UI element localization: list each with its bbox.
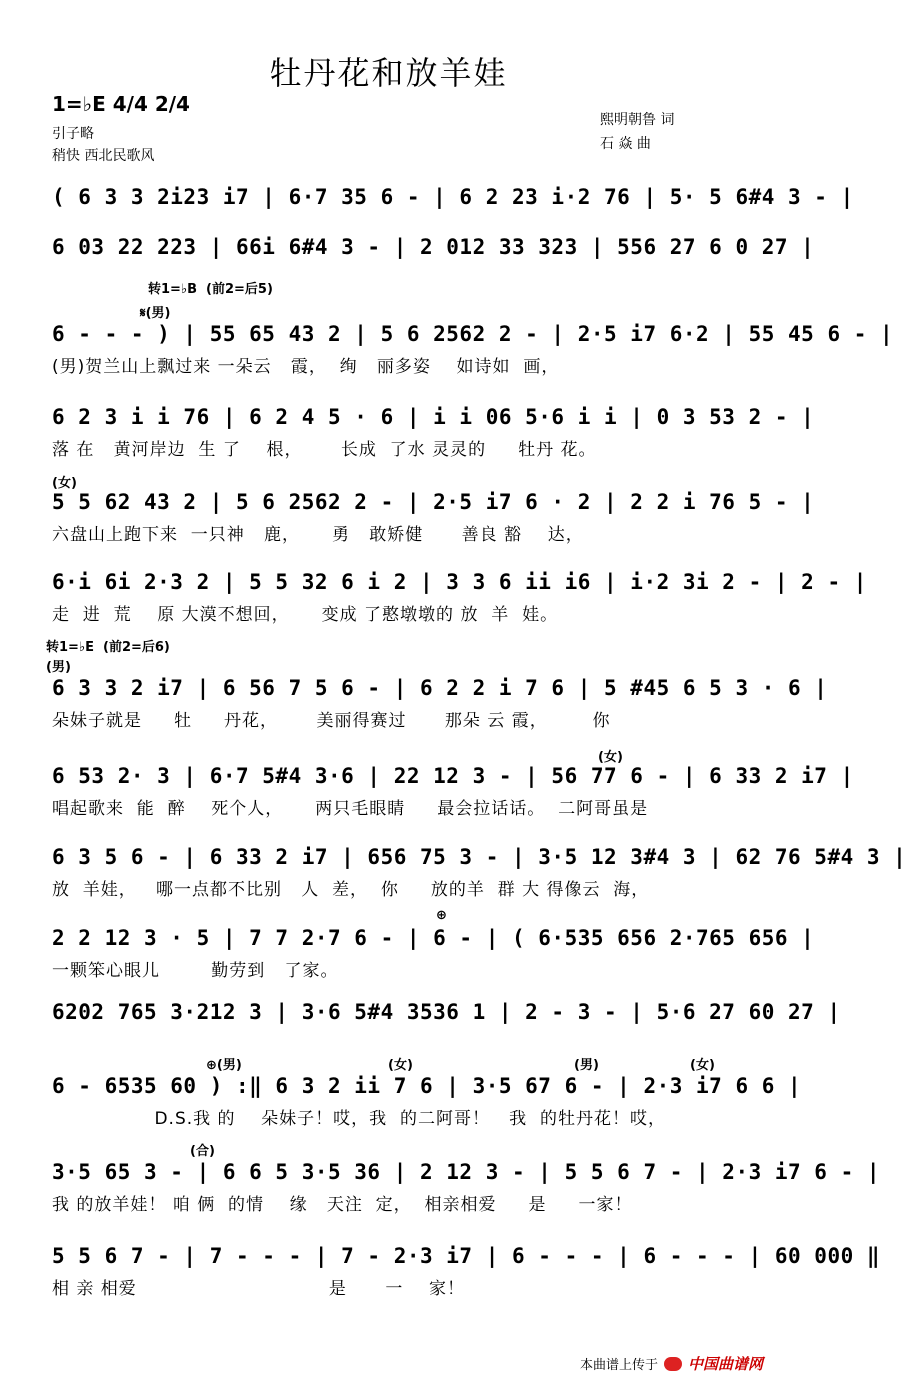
score-line-5 (52, 490, 815, 545)
score-line-2 (52, 235, 815, 265)
score-line-6 (52, 570, 867, 625)
female-part-mark-2: (女) (598, 750, 623, 765)
notation: 6 3 5 6 - | 6 33 2 i7 | 656 75 3 - | 3·5 12 3#4 3 | 62 76 5#4 3 | (52, 845, 906, 869)
notation: 6 - 6535 60 ) :‖ 6 3 2 ii 7 6 | 3·5 67 6 - | 2·3 i7 6 6 | (52, 1074, 802, 1098)
score-line-8 (52, 764, 854, 819)
lyrics: 唱起歌来 能 醉 死个人， 两只毛眼睛 最会拉话话。 二阿哥虽是 (52, 799, 649, 819)
page-title: 牡丹花和放羊娃 (269, 54, 508, 92)
score-line-13 (52, 1160, 881, 1215)
notation: 6 53 2· 3 | 6·7 5#4 3·6 | 22 12 3 - | 56 77 6 - | 6 33 2 i7 | (52, 764, 854, 788)
coda-sign: ⊕ (436, 908, 447, 923)
modulation-mark-1: 转1=♭B (前2=后5) (148, 282, 273, 297)
notation: 6 3 3 2 i7 | 6 56 7 5 6 - | 6 2 2 i 7 6 | 5 #45 6 5 3 · 6 | (52, 676, 828, 700)
score-line-3 (52, 322, 894, 377)
segno-male-mark: 𝄋(男) (140, 306, 171, 321)
notation: 2 2 12 3 · 5 | 7 7 2·7 6 - | 6 - | ( 6·535 656 2·765 656 | (52, 926, 815, 950)
modulation-mark-2: 转1=♭E (前2=后6) (46, 640, 170, 655)
lyrics: 朵妹子就是 牡 丹花， 美丽得赛过 那朵 云 霞， 你 (52, 711, 611, 731)
score-line-14 (52, 1244, 881, 1299)
female-part-mark: (女) (52, 476, 77, 491)
site-name-link[interactable]: 中国曲谱网 (687, 1355, 763, 1373)
notation: 6·i 6i 2·3 2 | 5 5 32 6 i 2 | 3 3 6 ii i6 | i·2 3i 2 - | 2 - | (52, 570, 867, 594)
tempo-marking: 稍快 西北民歌风 (52, 148, 155, 164)
male-part-mark: (男) (46, 660, 71, 675)
chorus-mark: (合) (190, 1144, 215, 1159)
notation: 6 03 22 223 | 66i 6#4 3 - | 2 012 33 323 | 556 27 6 0 27 | (52, 235, 815, 259)
lyrics: 一颗笨心眼儿 勤劳到 了家。 (52, 961, 339, 981)
notation: 5 5 62 43 2 | 5 6 2562 2 - | 2·5 i7 6 · 2 | 2 2 i 76 5 - | (52, 490, 815, 514)
notation: 5 5 6 7 - | 7 - - - | 7 - 2·3 i7 | 6 - - - | 6 - - - | 60 000 ‖ (52, 1244, 881, 1268)
score-line-7 (52, 676, 828, 731)
upload-text: 本曲谱上传于 (579, 1358, 658, 1373)
score-line-4 (52, 405, 815, 460)
site-logo-icon (664, 1357, 682, 1371)
notation: 3·5 65 3 - | 6 6 5 3·5 36 | 2 12 3 - | 5 5 6 7 - | 2·3 i7 6 - | (52, 1160, 881, 1184)
lyrics: 我 的放羊娃！ 咱 俩 的情 缘 天注 定， 相亲相爱 是 一家！ (52, 1195, 633, 1215)
coda-male-mark-2: (男) (574, 1058, 599, 1073)
score-line-10 (52, 926, 815, 981)
coda-female-mark-2: (女) (690, 1058, 715, 1073)
key-signature: 1=♭E 4/4 2/4 (52, 92, 190, 116)
lyricist-credit: 熙明朝鲁 词 (600, 112, 675, 128)
notation: 6 2 3 i i 76 | 6 2 4 5 · 6 | i i 06 5·6 i i | 0 3 53 2 - | (52, 405, 815, 429)
lyrics: (男)贺兰山上飘过来 一朵云 霞， 绚 丽多姿 如诗如 画， (52, 357, 560, 377)
intro-note: 引子略 (52, 126, 94, 142)
lyrics: 走 进 荒 原 大漠不想回， 变成 了憨墩墩的 放 羊 娃。 (52, 605, 559, 625)
composer-credit: 石 焱 曲 (600, 136, 651, 152)
score-line-11 (52, 1000, 841, 1030)
lyrics: 落 在 黄河岸边 生 了 根， 长成 了水 灵灵的 牡丹 花。 (52, 440, 597, 460)
coda-female-mark: (女) (388, 1058, 413, 1073)
score-line-9 (52, 845, 906, 900)
notation: ( 6 3 3 2i23 i7 | 6·7 35 6 - | 6 2 23 i·2 76 | 5· 5 6#4 3 - | (52, 185, 854, 209)
footer (580, 1353, 763, 1374)
notation: 6202 765 3·212 3 | 3·6 5#4 3536 1 | 2 - 3 - | 5·6 27 60 27 | (52, 1000, 841, 1024)
score-line-12 (52, 1074, 802, 1129)
notation: 6 - - - ) | 55 65 43 2 | 5 6 2562 2 - | 2·5 i7 6·2 | 55 45 6 - | (52, 322, 894, 346)
score-line-1 (52, 185, 854, 215)
lyrics: 相 亲 相爱 是 一 家！ (52, 1279, 465, 1299)
lyrics: D.S.我 的 朵妹子！哎，我 的二阿哥！ 我 的牡丹花！哎， (52, 1109, 666, 1129)
coda-male-mark: ⊕(男) (206, 1058, 242, 1073)
lyrics: 放 羊娃， 哪一点都不比别 人 差， 你 放的羊 群 大 得像云 海， (52, 880, 650, 900)
lyrics: 六盘山上跑下来 一只神 鹿， 勇 敢矫健 善良 豁 达， (52, 525, 584, 545)
